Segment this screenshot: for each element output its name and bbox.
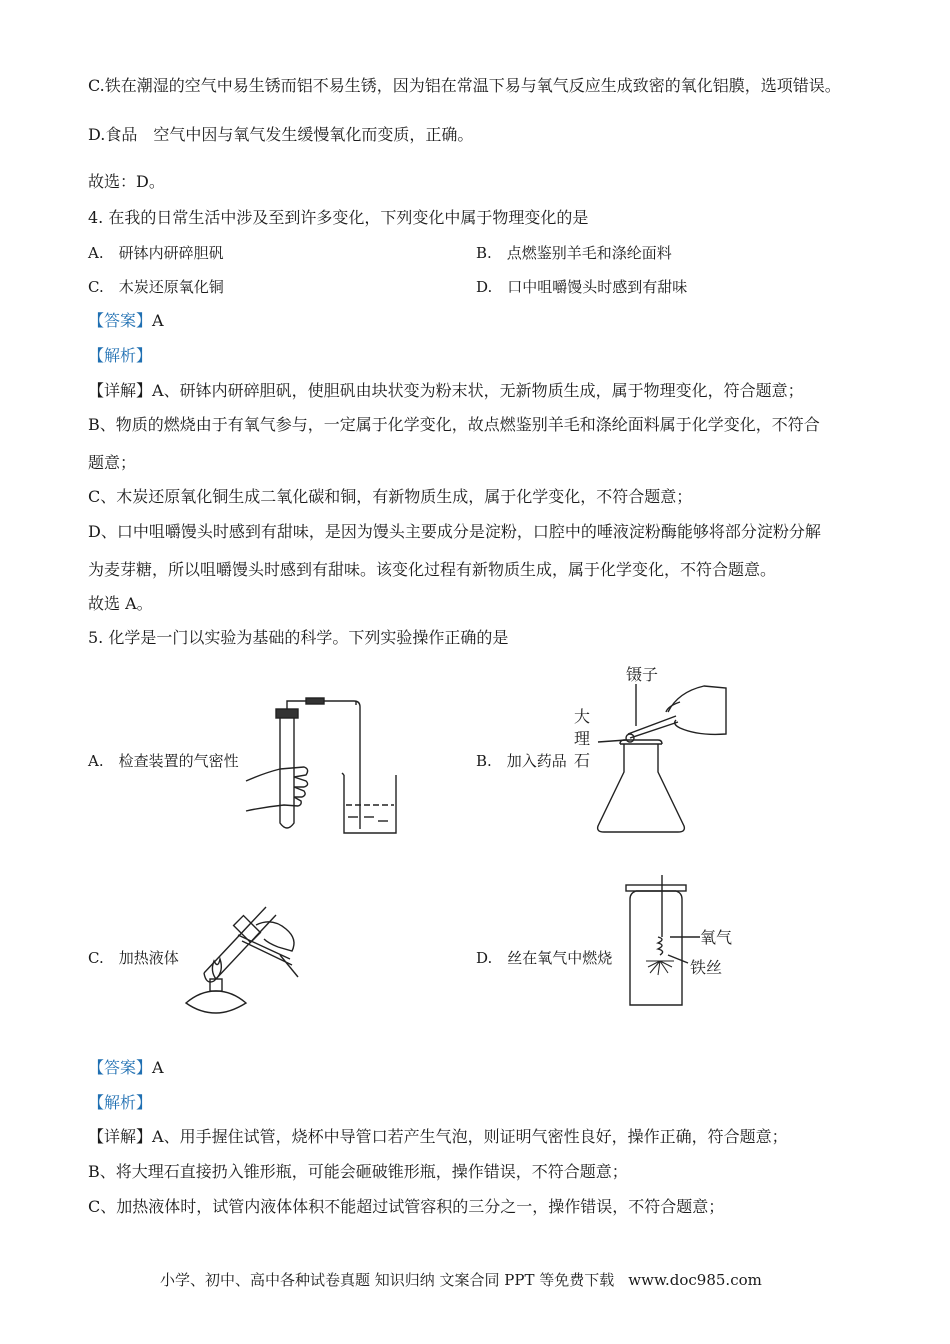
q4-detail-line-5: D、口中咀嚼馒头时感到有甜味，是因为馒头主要成分是淀粉，口腔中的唾液淀粉酶能够将部分淀粉分解 [88, 522, 821, 541]
marble-label-3: 石 [574, 751, 591, 770]
q5-detail-line-1 [88, 1127, 788, 1147]
q4-stem: 4. 在我的日常生活中涉及至到许多变化，下列变化中属于物理变化的是 [88, 208, 589, 227]
q5-detail-text-1: A、用手握住试管，烧杯中导管口若产生气泡，则证明气密性良好，操作正确，符合题意； [152, 1127, 788, 1146]
q5-analysis-tag [88, 1093, 152, 1113]
q4-detail-text-1: A、研钵内研碎胆矾，使胆矾由块状变为粉末状，无新物质生成，属于物理变化，符合题意； [152, 381, 804, 400]
oxygen-label: 氧气 [700, 928, 733, 947]
prev-option-d: D.食品 空气中因与氧气发生缓慢氧化而变质，正确。 [88, 125, 474, 144]
analysis-tag: 【解析】 [88, 346, 153, 365]
q5-option-c: C. 加热液体 [88, 949, 179, 967]
q4-option-a: A. 研钵内研碎胆矾 [88, 244, 224, 262]
marble-label-2: 理 [574, 729, 591, 748]
q5-stem: 5. 化学是一门以实验为基础的科学。下列实验操作正确的是 [88, 628, 509, 647]
q5-option-b: B. 加入药品 [476, 752, 567, 770]
airtightness-apparatus-figure [244, 695, 404, 840]
q5-detail-line-3: C、加热液体时，试管内液体体积不能超过试管容积的三分之一，操作错误，不符合题意； [88, 1197, 725, 1216]
tweezers-label: 镊子 [626, 665, 659, 684]
prev-choice: 故选：D。 [88, 172, 165, 191]
iron-wire-label: 铁丝 [690, 958, 723, 977]
q4-answer: A [152, 311, 164, 330]
q4-detail-line-1 [88, 381, 804, 401]
q5-option-d: D. 丝在氧气中燃烧 [476, 949, 613, 967]
q4-option-b: B. 点燃鉴别羊毛和涤纶面料 [476, 244, 672, 262]
iron-combustion-figure [620, 875, 744, 1010]
q5-answer: A [152, 1058, 164, 1077]
q5-answer-line [88, 1058, 164, 1078]
analysis-tag: 【解析】 [88, 1093, 153, 1112]
footer-text: 小学、初中、高中各种试卷真题 知识归纳 文案合同 PPT 等免费下载 [160, 1271, 615, 1289]
detail-tag: 【详解】 [88, 381, 153, 400]
q4-analysis-tag [88, 346, 152, 366]
q4-option-c: C. 木炭还原氧化铜 [88, 278, 224, 296]
prev-option-c: C.铁在潮湿的空气中易生锈而铝不易生锈，因为铝在常温下易与氧气反应生成致密的氧化铝膜，选项错误。 [88, 76, 841, 95]
tweezers-flask-figure [568, 662, 728, 838]
q4-answer-line [88, 311, 164, 331]
page-footer [160, 1270, 762, 1290]
q4-detail-line-6: 为麦芽糖，所以咀嚼馒头时感到有甜味。该变化过程有新物质生成，属于化学变化，不符合题意。 [88, 560, 777, 579]
q5-detail-line-2: B、将大理石直接扔入锥形瓶，可能会砸破锥形瓶，操作错误，不符合题意； [88, 1162, 628, 1181]
q5-option-a: A. 检查装置的气密性 [88, 752, 239, 770]
heating-liquid-figure [180, 895, 304, 1017]
q4-detail-line-4: C、木炭还原氧化铜生成二氧化碳和铜，有新物质生成，属于化学变化，不符合题意； [88, 487, 693, 506]
q4-detail-line-2: B、物质的燃烧由于有氧气参与，一定属于化学变化，故点燃鉴别羊毛和涤纶面料属于化学变化，不符合 [88, 415, 820, 434]
answer-tag: 【答案】 [88, 311, 153, 330]
q4-choice: 故选 A。 [88, 594, 153, 613]
marble-label-1: 大 [574, 707, 591, 726]
answer-tag: 【答案】 [88, 1058, 153, 1077]
detail-tag: 【详解】 [88, 1127, 153, 1146]
q4-detail-line-3: 题意； [88, 453, 137, 472]
footer-url[interactable]: www.doc985.com [628, 1271, 762, 1289]
q4-option-d: D. 口中咀嚼馒头时感到有甜味 [476, 278, 688, 296]
